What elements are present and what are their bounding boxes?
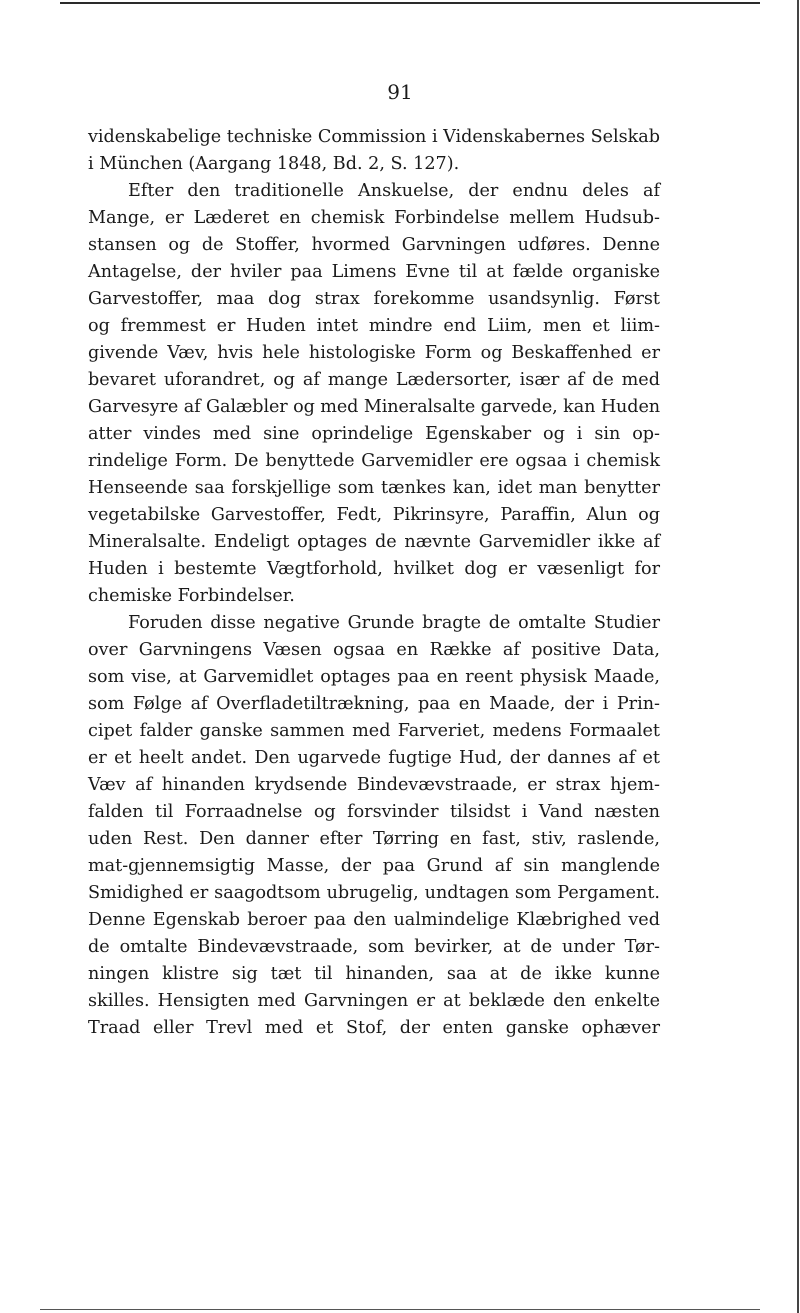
- text-line: vegetabilske Garvestoffer, Fedt, Pikrinsyre, Paraffin, Alun og: [88, 505, 660, 525]
- text-line: Denne Egenskab beroer paa den ualmindelige Klæbrighed ved: [88, 910, 660, 930]
- text-line: i München (Aargang 1848, Bd. 2, S. 127).: [88, 154, 460, 174]
- text-line: Smidighed er saagodtsom ubrugelig, undtagen som Pergament.: [88, 883, 660, 903]
- body-text: [88, 124, 660, 1042]
- text-line: de omtalte Bindevævstraade, som bevirker, at de under Tør-: [88, 937, 660, 957]
- text-line: cipet falder ganske sammen med Farveriet, medens Formaalet: [88, 721, 660, 741]
- text-line: bevaret uforandret, og af mange Lædersorter, især af de med: [88, 370, 660, 390]
- text-line: Mineralsalte. Endeligt optages de nævnte Garvemidler ikke af: [88, 532, 660, 552]
- bottom-edge-rule: [40, 1309, 760, 1310]
- text-line: falden til Forraadnelse og forsvinder tilsidst i Vand næsten: [88, 802, 660, 822]
- page-number: 91: [387, 80, 413, 104]
- text-line: som vise, at Garvemidlet optages paa en reent physisk Maade,: [88, 667, 660, 687]
- text-line: mat-gjennemsigtig Masse, der paa Grund af sin manglende: [88, 856, 660, 876]
- text-line: som Følge af Overfladetiltrækning, paa en Maade, der i Prin-: [88, 694, 660, 714]
- text-line: Garvestoffer, maa dog strax forekomme usandsynlig. Først: [88, 289, 660, 309]
- text-line: Efter den traditionelle Anskuelse, der endnu deles af: [128, 181, 660, 201]
- text-line: er et heelt andet. Den ugarvede fugtige Hud, der dannes af et: [88, 748, 660, 768]
- text-line: Henseende saa forskjellige som tænkes kan, idet man benytter: [88, 478, 660, 498]
- text-line: skilles. Hensigten med Garvningen er at beklæde den enkelte: [88, 991, 660, 1011]
- text-line: Væv af hinanden krydsende Bindevævstraade, er strax hjem-: [88, 775, 660, 795]
- text-line: uden Rest. Den danner efter Tørring en fast, stiv, raslende,: [88, 829, 660, 849]
- text-line: givende Væv, hvis hele histologiske Form og Beskaffenhed er: [88, 343, 660, 363]
- text-line: atter vindes med sine oprindelige Egenskaber og i sin op-: [88, 424, 660, 444]
- text-line: Mange, er Læderet en chemisk Forbindelse mellem Hudsub-: [88, 208, 660, 228]
- text-line: Huden i bestemte Vægtforhold, hvilket dog er væsenligt for: [88, 559, 660, 579]
- text-line: Foruden disse negative Grunde bragte de omtalte Studier: [128, 613, 660, 633]
- text-line: ningen klistre sig tæt til hinanden, saa at de ikke kunne: [88, 964, 660, 984]
- right-page-edge: [797, 0, 799, 1313]
- text-line: over Garvningens Væsen ogsaa en Række af positive Data,: [88, 640, 660, 660]
- text-line: videnskabelige techniske Commission i Videnskabernes Selskab: [88, 127, 660, 147]
- text-line: Antagelse, der hviler paa Limens Evne til at fælde organiske: [88, 262, 660, 282]
- text-line: Garvesyre af Galæbler og med Mineralsalte garvede, kan Huden: [88, 397, 660, 417]
- text-line: og fremmest er Huden intet mindre end Liim, men et liim-: [88, 316, 660, 336]
- text-line: rindelige Form. De benyttede Garvemidler ere ogsaa i chemisk: [88, 451, 660, 471]
- text-line: chemiske Forbindelser.: [88, 586, 295, 606]
- text-line: stansen og de Stoffer, hvormed Garvningen udføres. Denne: [88, 235, 660, 255]
- text-line: Traad eller Trevl med et Stof, der enten ganske ophæver: [88, 1018, 660, 1038]
- top-edge-rule: [60, 2, 760, 4]
